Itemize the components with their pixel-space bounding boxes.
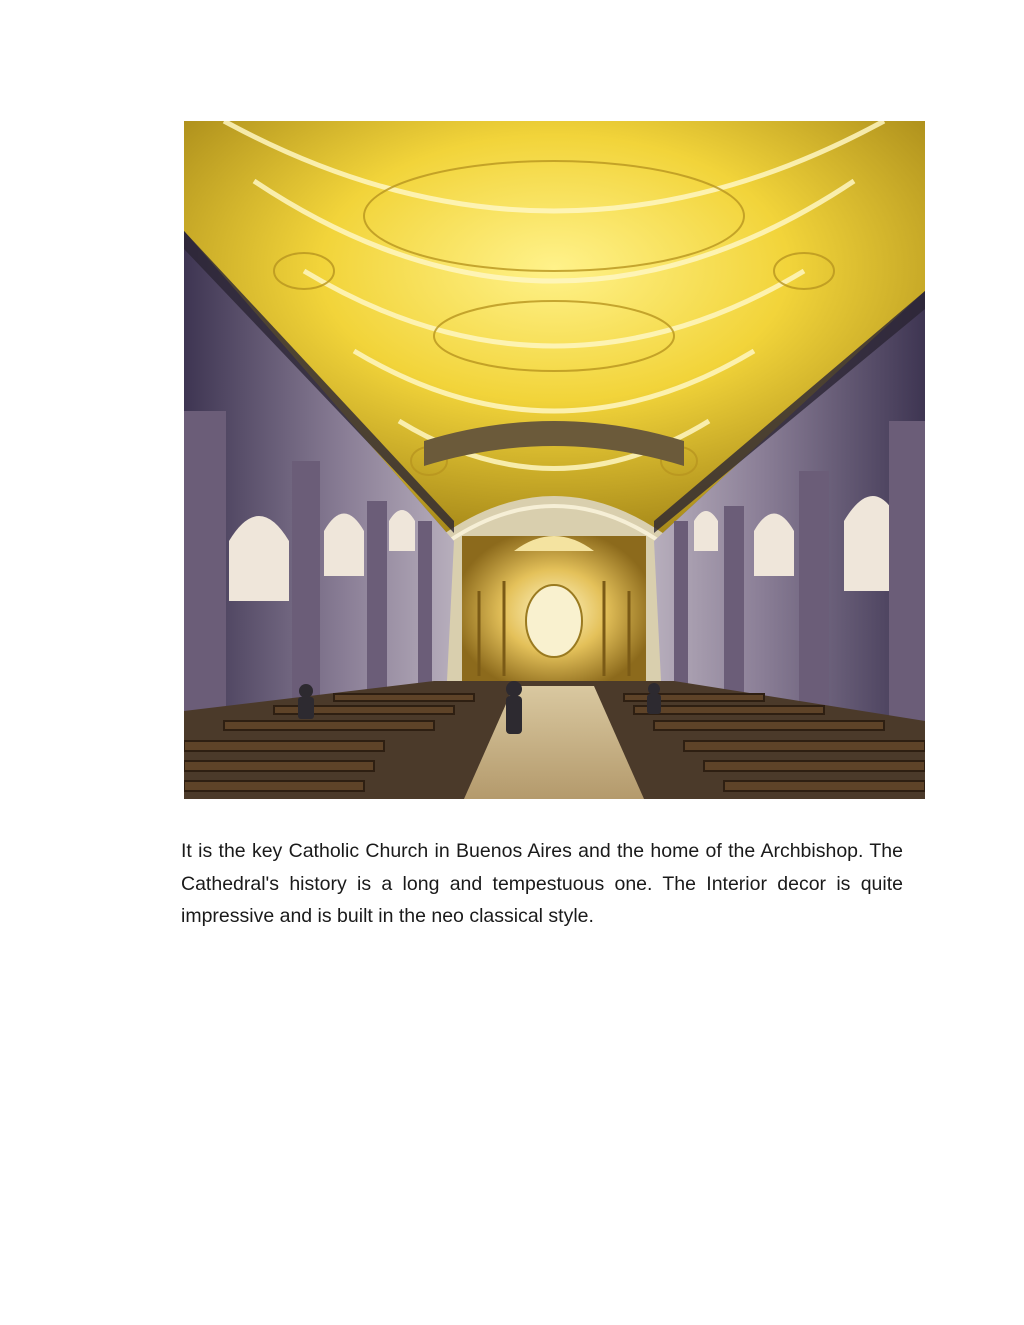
photo-caption: It is the key Catholic Church in Buenos Aires and the home of the Archbishop. The Cathedral's history is a long and tempestuous one. The Interior decor is quite impressive and is built in the neo classical style. xyxy=(181,840,903,927)
cathedral-interior-photo xyxy=(184,121,925,799)
